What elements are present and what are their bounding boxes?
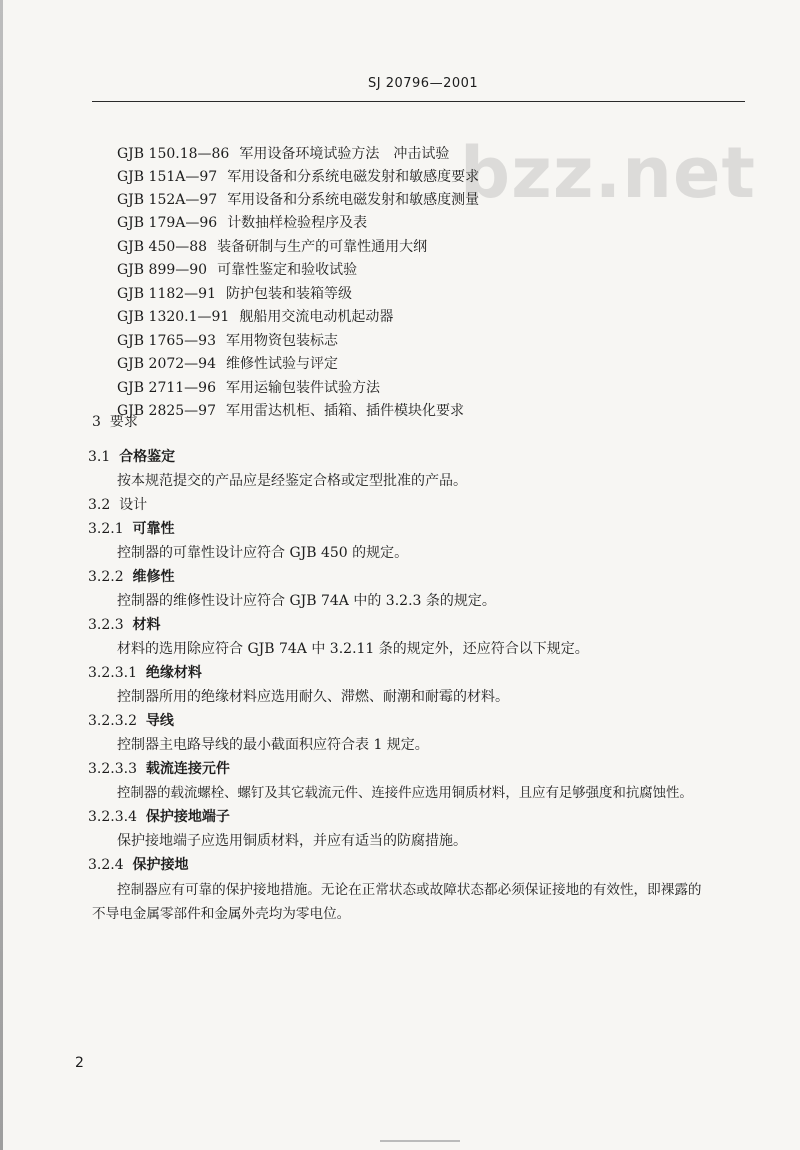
reference-title: 军用雷达机柜、插箱、插件模块化要求 (225, 403, 464, 419)
section-title: 维修性 (132, 569, 175, 585)
standard-code: SJ 20796—2001 (368, 76, 479, 91)
reference-item (117, 283, 352, 303)
reference-item (117, 400, 464, 420)
reference-item (117, 259, 357, 279)
section-3-2-3-1-heading (88, 662, 202, 682)
section-3-2-3-2-heading (88, 710, 174, 730)
section-title: 设计 (119, 497, 148, 513)
section-title: 保护接地端子 (145, 809, 230, 825)
reference-code: GJB 450—88 (117, 239, 208, 255)
section-title: 要求 (109, 414, 138, 430)
scan-artifact (380, 1140, 460, 1142)
section-number: 3.1 (88, 449, 111, 465)
reference-title: 军用设备和分系统电磁发射和敏感度测量 (227, 192, 480, 208)
reference-title: 维修性试验与评定 (225, 356, 338, 372)
reference-title: 军用物资包装标志 (225, 333, 338, 349)
section-3-2-3-2-text: 控制器主电路导线的最小截面积应符合表 1 规定。 (117, 737, 429, 753)
section-number: 3.2.3 (88, 617, 124, 633)
section-3-2-heading (88, 494, 147, 514)
reference-code: GJB 899—90 (117, 262, 208, 278)
section-3-2-3-3-text: 控制器的载流螺栓、螺钉及其它载流元件、连接件应选用铜质材料，且应有足够强度和抗腐蚀性。 (117, 786, 693, 801)
section-title: 绝缘材料 (145, 665, 202, 681)
reference-title: 军用设备和分系统电磁发射和敏感度要求 (227, 169, 480, 185)
reference-code: GJB 2072—94 (117, 356, 216, 372)
section-number: 3.2.3.1 (88, 665, 137, 681)
reference-code: GJB 2711—96 (117, 380, 216, 396)
section-3-1-text: 按本规范提交的产品应是经鉴定合格或定型批准的产品。 (117, 473, 467, 489)
reference-title: 舰船用交流电动机起动器 (239, 309, 394, 325)
section-number: 3.2.3.4 (88, 809, 137, 825)
section-title: 载流连接元件 (145, 761, 230, 777)
reference-code: GJB 1182—91 (117, 286, 216, 302)
scan-edge (0, 0, 3, 1150)
section-3-2-4-heading (88, 854, 189, 874)
reference-title: 可靠性鉴定和验收试验 (217, 262, 358, 278)
reference-item (117, 377, 380, 397)
section-3-2-3-heading (88, 614, 161, 634)
section-number: 3.2.3.3 (88, 761, 137, 777)
section-title: 材料 (132, 617, 161, 633)
reference-item (117, 212, 367, 232)
header-rule (92, 101, 745, 102)
section-3-2-4-text-line2: 不导电金属零部件和金属外壳均为零电位。 (92, 906, 351, 922)
section-3-heading (92, 411, 138, 431)
reference-code: GJB 152A—97 (117, 192, 218, 208)
section-number: 3.2.4 (88, 857, 124, 873)
reference-item (117, 189, 479, 209)
section-title: 保护接地 (132, 857, 189, 873)
reference-code: GJB 1765—93 (117, 333, 216, 349)
watermark: bzz.net (460, 132, 756, 214)
section-3-2-3-text: 材料的选用除应符合 GJB 74A 中 3.2.11 条的规定外，还应符合以下规定。 (117, 641, 589, 657)
reference-title: 计数抽样检验程序及表 (227, 215, 368, 231)
reference-title: 军用运输包装件试验方法 (225, 380, 380, 396)
page-number: 2 (75, 1055, 84, 1071)
reference-item (117, 353, 338, 373)
reference-code: GJB 2825—97 (117, 403, 216, 419)
section-title: 导线 (145, 713, 174, 729)
section-3-2-2-text: 控制器的维修性设计应符合 GJB 74A 中的 3.2.3 条的规定。 (117, 593, 496, 609)
reference-item (117, 330, 338, 350)
section-title: 可靠性 (132, 521, 175, 537)
reference-title: 防护包装和装箱等级 (225, 286, 352, 302)
reference-code: GJB 151A—97 (117, 169, 218, 185)
section-3-2-3-3-heading (88, 758, 230, 778)
section-number: 3.2.2 (88, 569, 124, 585)
section-3-2-4-text-line1: 控制器应有可靠的保护接地措施。无论在正常状态或故障状态都必须保证接地的有效性，即裸露的 (117, 882, 702, 898)
reference-item (117, 306, 393, 326)
section-3-2-1-heading (88, 518, 175, 538)
section-3-2-3-4-heading (88, 806, 230, 826)
section-3-1-heading (88, 446, 175, 466)
section-number: 3 (92, 414, 101, 430)
reference-code: GJB 150.18—86 (117, 146, 230, 162)
reference-item (117, 236, 427, 256)
section-number: 3.2.1 (88, 521, 124, 537)
reference-code: GJB 1320.1—91 (117, 309, 230, 325)
reference-code: GJB 179A—96 (117, 215, 218, 231)
section-title: 合格鉴定 (119, 449, 176, 465)
reference-title: 装备研制与生产的可靠性通用大纲 (217, 239, 428, 255)
section-3-2-1-text: 控制器的可靠性设计应符合 GJB 450 的规定。 (117, 545, 409, 561)
section-3-2-3-1-text: 控制器所用的绝缘材料应选用耐久、滞燃、耐潮和耐霉的材料。 (117, 689, 509, 705)
section-3-2-3-4-text: 保护接地端子应选用铜质材料，并应有适当的防腐措施。 (117, 833, 467, 849)
section-3-2-2-heading (88, 566, 175, 586)
reference-item (117, 143, 449, 163)
section-number: 3.2.3.2 (88, 713, 137, 729)
reference-title: 军用设备环境试验方法 冲击试验 (239, 146, 450, 162)
reference-item (117, 166, 479, 186)
section-number: 3.2 (88, 497, 111, 513)
